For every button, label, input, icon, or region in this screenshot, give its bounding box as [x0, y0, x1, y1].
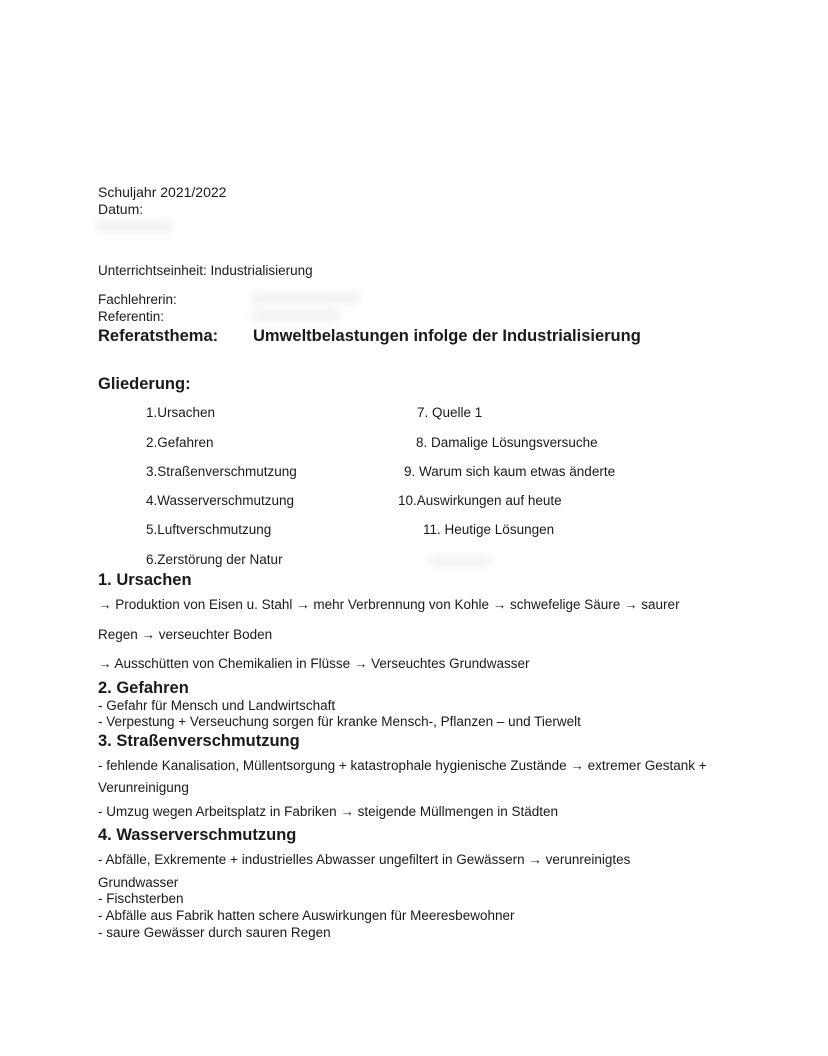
redacted-speaker: [250, 309, 340, 321]
outline-item: 11. Heutige Lösungen: [423, 522, 555, 537]
topic-label: Referatsthema:: [98, 327, 219, 345]
outline-title: Gliederung:: [98, 375, 191, 393]
section-line: - Gefahr für Mensch und Landwirtschaft: [98, 698, 336, 713]
outline-item: 5.Luftverschmutzung: [146, 522, 272, 537]
outline-item: 2.Gefahren: [146, 435, 214, 450]
outline-item: 6.Zerstörung der Natur: [146, 552, 283, 567]
section-line: - Umzug wegen Arbeitsplatz in Fabriken → steigende Müllmengen in Städten: [98, 804, 558, 819]
section-heading: 2. Gefahren: [98, 679, 189, 697]
outline-item: 4.Wasserverschmutzung: [146, 493, 295, 508]
section-heading: 1. Ursachen: [98, 571, 192, 589]
outline-item: 9. Warum sich kaum etwas änderte: [404, 464, 616, 479]
outline-item: 8. Damalige Lösungsversuche: [416, 435, 598, 450]
speaker-label: Referentin:: [98, 309, 165, 324]
section-line: - Abfälle aus Fabrik hatten schere Auswirkungen für Meeresbewohner: [98, 908, 515, 923]
date-label: Datum:: [98, 201, 144, 217]
section-line: → Produktion von Eisen u. Stahl → mehr Verbrennung von Kohle → schwefelige Säure → saurer: [98, 597, 680, 612]
school-year: Schuljahr 2021/2022: [98, 184, 227, 200]
topic-title: Umweltbelastungen infolge der Industrialisierung: [253, 327, 641, 345]
section-heading: 3. Straßenverschmutzung: [98, 732, 300, 750]
redacted-mark: [428, 556, 492, 566]
section-line: - Abfälle, Exkremente + industrielles Abwasser ungefiltert in Gewässern → verunreinigtes: [98, 852, 631, 867]
section-line: Verunreinigung: [98, 780, 189, 795]
section-line: - fehlende Kanalisation, Müllentsorgung + katastrophale hygienische Zustände → extremer Gestank +: [98, 758, 707, 773]
teacher-label: Fachlehrerin:: [98, 292, 177, 307]
section-line: Regen → verseuchter Boden: [98, 627, 273, 642]
section-line: - Verpestung + Verseuchung sorgen für kranke Mensch-, Pflanzen – und Tierwelt: [98, 714, 581, 729]
outline-item: 3.Straßenverschmutzung: [146, 464, 297, 479]
section-line: → Ausschütten von Chemikalien in Flüsse → Verseuchtes Grundwasser: [98, 656, 530, 671]
section-line: Grundwasser: [98, 875, 179, 890]
redacted-date: [96, 220, 174, 232]
section-heading: 4. Wasserverschmutzung: [98, 826, 297, 844]
outline-item: 10.Auswirkungen auf heute: [398, 493, 562, 508]
section-line: - Fischsterben: [98, 891, 184, 906]
section-line: - saure Gewässer durch sauren Regen: [98, 925, 331, 940]
redacted-teacher: [250, 292, 360, 304]
outline-item: 1.Ursachen: [146, 405, 216, 420]
outline-item: 7. Quelle 1: [417, 405, 483, 420]
teaching-unit: Unterrichtseinheit: Industrialisierung: [98, 263, 313, 278]
